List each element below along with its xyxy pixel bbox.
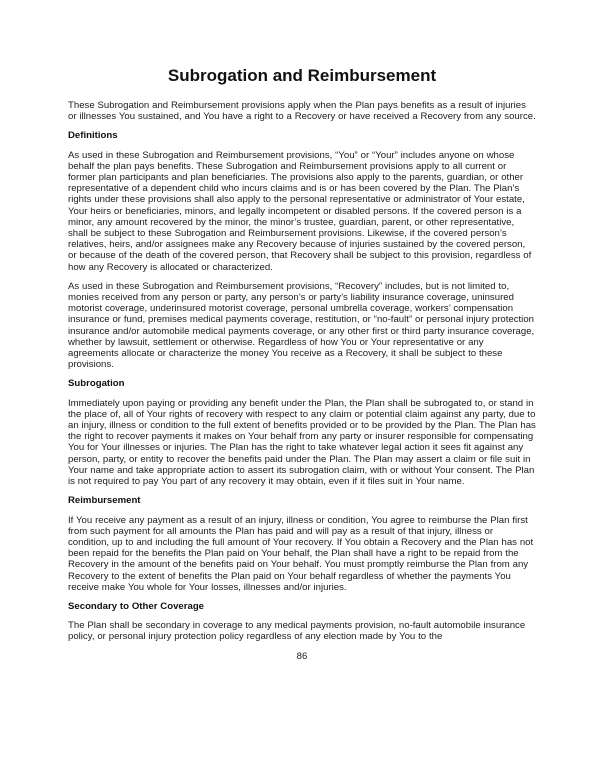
section-heading-definitions: Definitions (68, 130, 118, 142)
subrogation-paragraph: Immediately upon paying or providing any benefit under the Plan, the Plan shall be subrogated to, or stand in the place of, all of Your rights of recovery with respect to any claim or potential claim against any party, due to an injury, illness or condition to the full extent of benefits provided or to be provided by the Plan. The Plan has the right to recover payments it makes on Your behalf from any party or insurer responsible for compensating You for Your illnesses or injuries. The Plan has the right to take whatever legal action it sees fit against any person, party, or entity to recover the benefits paid under the Plan. The Plan may assert a claim or file suit in Your name and take appropriate action to assert its subrogation claim, with or without Your consent. The Plan is not required to pay You part of any recovery it may obtain, even if it files suit in Your name. (68, 397, 536, 488)
page-number: 86 (296, 650, 308, 662)
definitions-paragraph-you: As used in these Subrogation and Reimbursement provisions, “You” or “Your” includes anyone on whose behalf the plan pays benefits. These Subrogation and Reimbursement provisions apply to all current or former plan participants and plan beneficiaries. The provisions also apply to the parents, guardian, or other representative of a dependent child who incurs claims and is or has been covered by the Plan. The Plan’s rights under these provisions shall also apply to the personal representative or administrator of Your estate, Your heirs or beneficiaries, minors, and legally incompetent or disabled persons. If the covered person is a minor, any amount recovered by the minor, the minor’s trustee, guardian, parent, or other representative, shall be subject to these Subrogation and Reimbursement provisions. Likewise, if the covered person’s relatives, heirs, and/or assignees make any Recovery because of injuries sustained by the covered person, or because of the death of the covered person, that Recovery shall be subject to this provision, regardless of how any Recovery is allocated or characterized. (68, 149, 532, 273)
secondary-coverage-paragraph: The Plan shall be secondary in coverage to any medical payments provision, no-fault automobile insurance policy, or personal injury protection policy regardless of any election made by You to the (68, 620, 526, 643)
section-heading-secondary-to-other-coverage: Secondary to Other Coverage (68, 600, 205, 612)
definitions-paragraph-recovery: As used in these Subrogation and Reimbursement provisions, “Recovery” includes, but is not limited to, monies received from any person or party, any person’s or party’s liability insurance coverage, uninsured motorist coverage, underinsured motorist coverage, personal umbrella coverage, workers’ compensation insurance or fund, premises medical payments coverage, restitution, or “no-fault” or personal injury protection insurance and/or automobile medical payments coverage, or any other first or third party insurance coverage, whether by lawsuit, settlement or otherwise. Regardless of how You or Your representative or any agreements allocate or characterize the money You receive as a Recovery, it shall be subject to these provisions. (68, 280, 535, 371)
page-title: Subrogation and Reimbursement (167, 66, 437, 85)
reimbursement-paragraph: If You receive any payment as a result of an injury, illness or condition, You agree to reimburse the Plan first from such payment for all amounts the Plan has paid and will pay as a result of that injury, illness or condition, up to and including the full amount of Your recovery. If You obtain a Recovery and the Plan has not been repaid for the benefits the Plan paid on Your behalf, the Plan shall have a right to be repaid from the Recovery in the amount of the benefits paid on Your behalf. You must promptly reimburse the Plan from any Recovery to the extent of benefits the Plan paid on Your behalf regardless of whether the payments You receive make You whole for Your losses, illnesses and/or injuries. (68, 514, 534, 593)
section-heading-subrogation: Subrogation (68, 378, 125, 390)
intro-paragraph: These Subrogation and Reimbursement provisions apply when the Plan pays benefits as a result of injuries or illnesses You sustained, and You have a right to a Recovery or have received a Recovery from any source. (68, 100, 536, 123)
section-heading-reimbursement: Reimbursement (68, 495, 141, 507)
